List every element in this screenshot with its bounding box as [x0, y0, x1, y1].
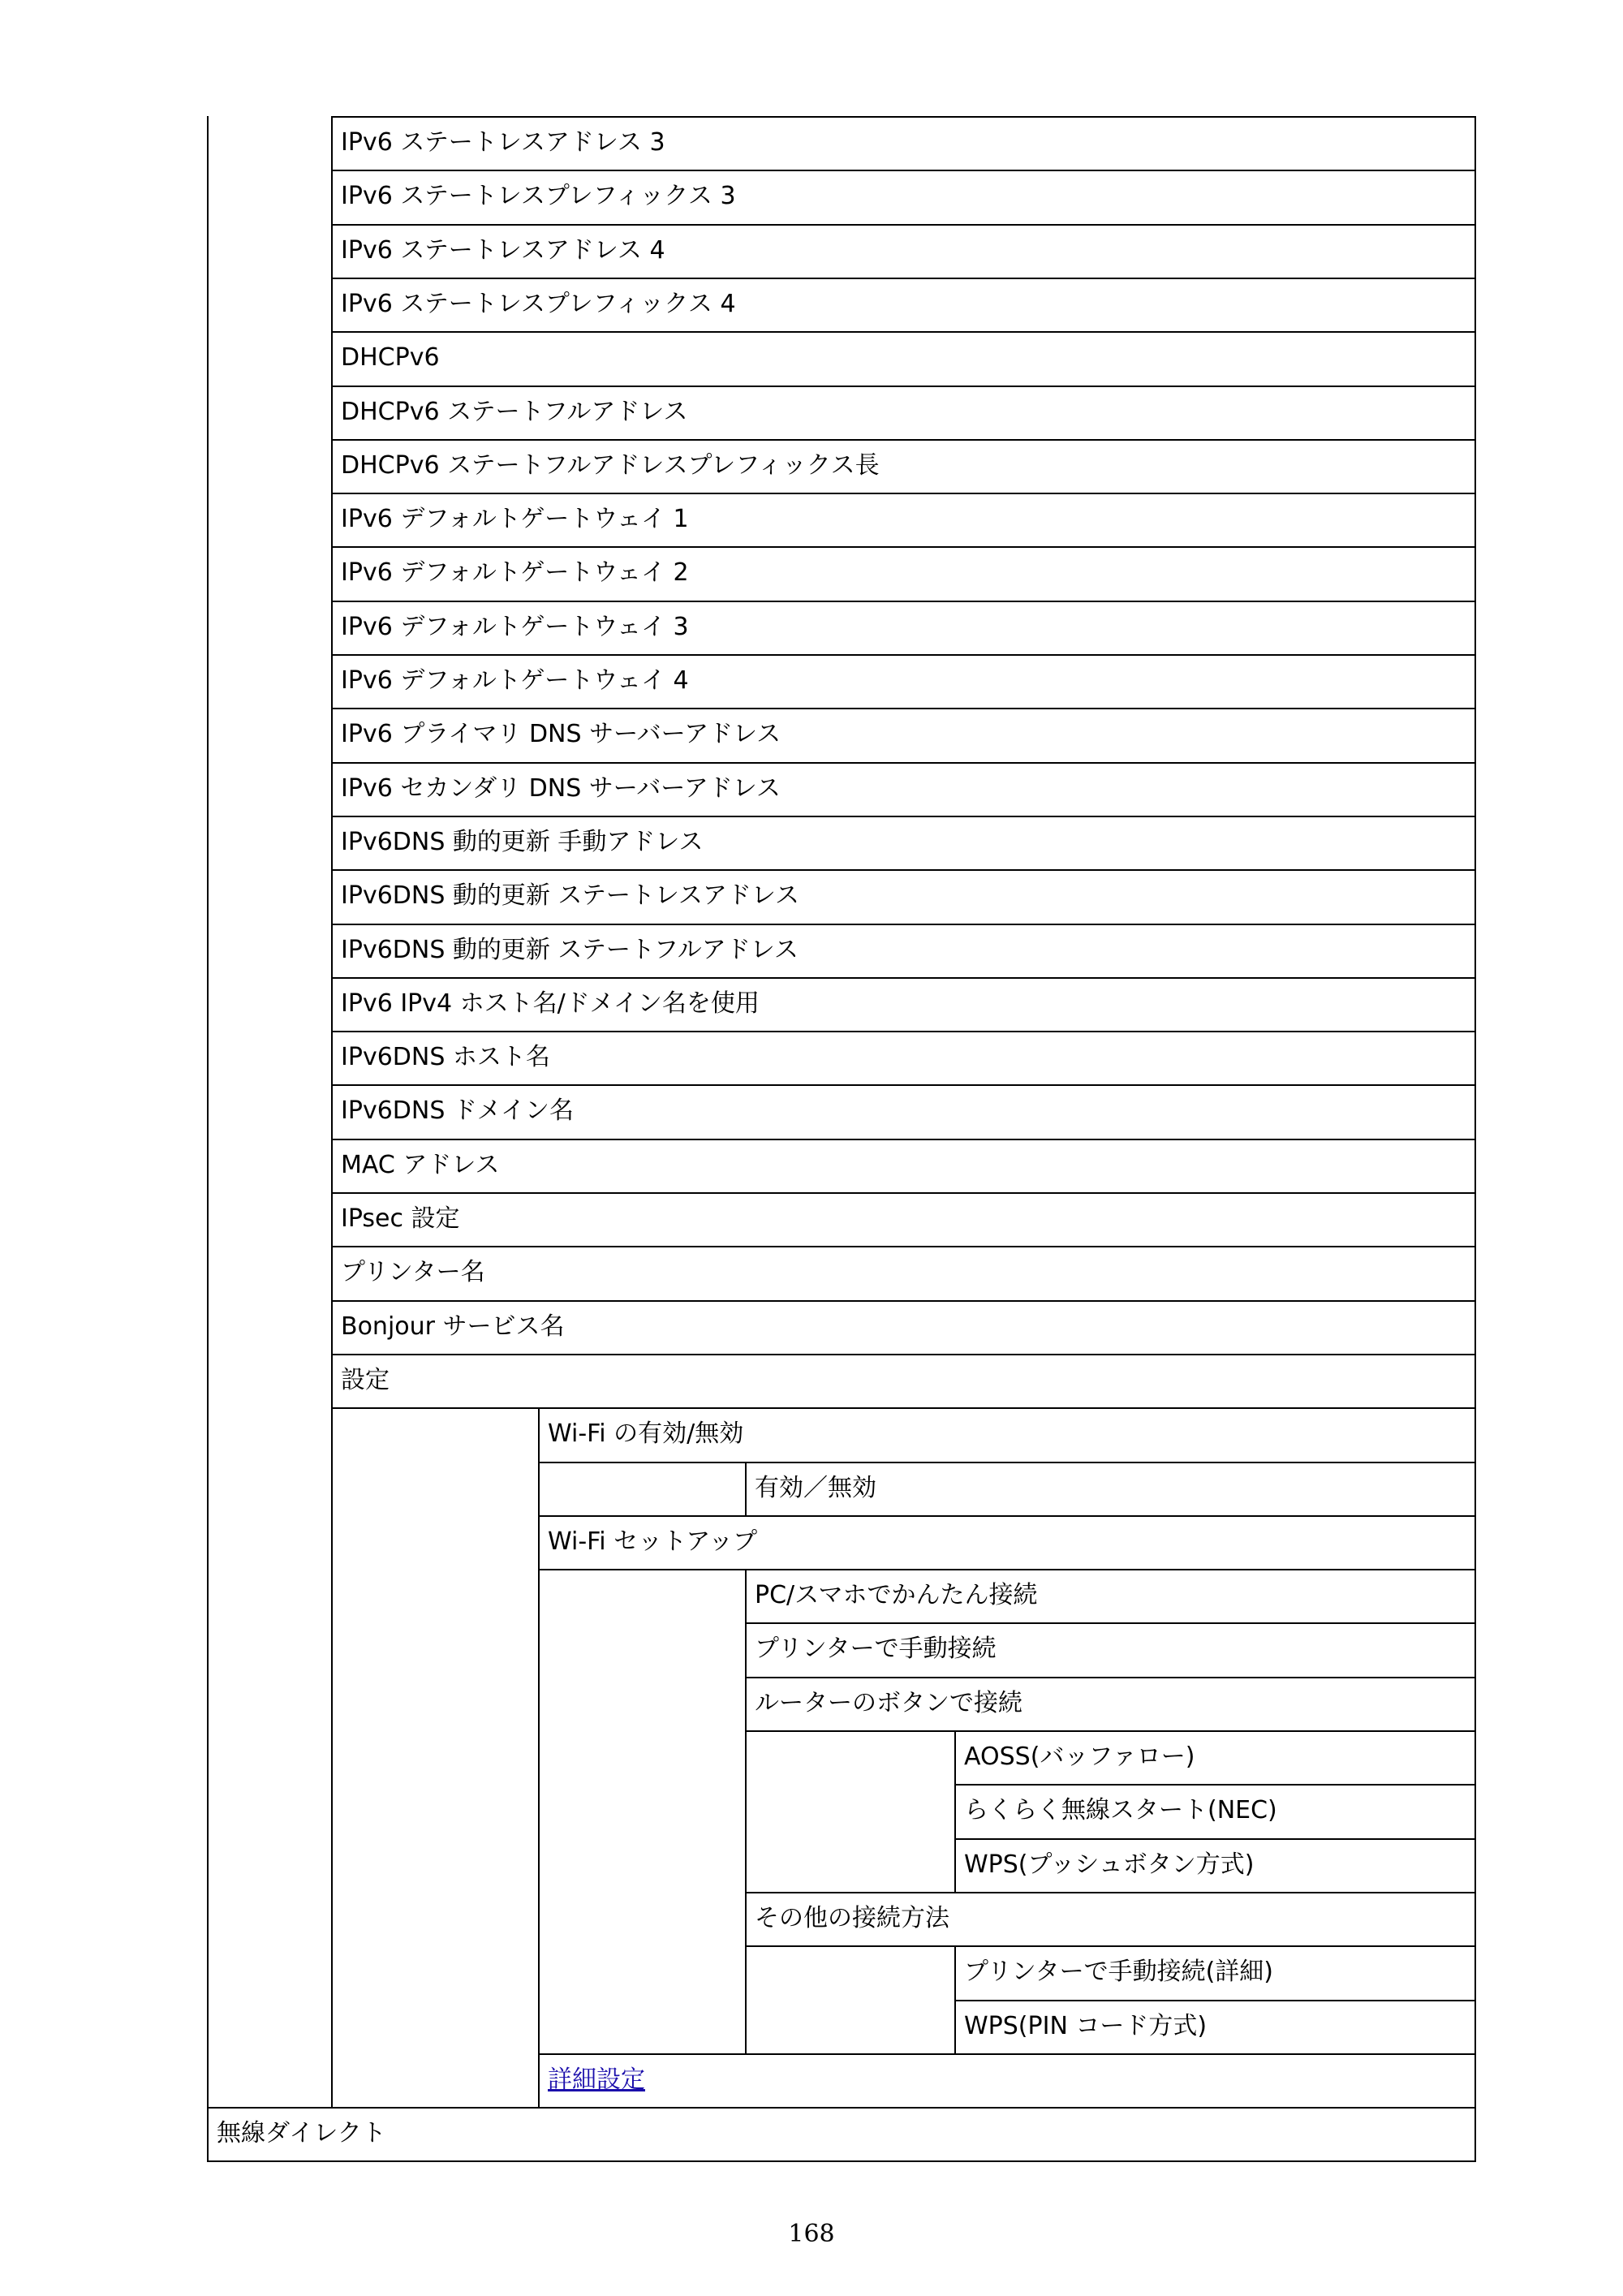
table-cell-text: MAC アドレス	[341, 1151, 500, 1179]
table-rule	[954, 1730, 956, 1786]
table-cell-text: Bonjour サービス名	[341, 1312, 565, 1341]
table-rule	[954, 1784, 956, 1840]
table-rule	[331, 116, 333, 171]
table-cell-text: AOSS(バッファロー)	[964, 1742, 1195, 1771]
table-rule	[331, 1354, 1474, 1355]
table-cell-text: DHCPv6	[341, 343, 440, 372]
table-rule	[331, 1246, 333, 1302]
table-cell-text: IPv6 ステートレスアドレス 4	[341, 236, 665, 265]
table-rule	[331, 278, 333, 333]
table-rule	[538, 1515, 540, 1570]
table-cell-text: WPS(プッシュボタン方式)	[964, 1850, 1255, 1879]
table-rule	[207, 2107, 1474, 2109]
table-cell-text: IPv6 ステートレスプレフィックス 3	[341, 182, 736, 210]
table-rule	[331, 1139, 333, 1194]
table-rule	[538, 1407, 540, 1463]
table-rule	[331, 331, 333, 387]
table-cell-text: IPv6 デフォルトゲートウェイ 3	[341, 613, 689, 641]
table-rule	[331, 816, 333, 871]
table-cell-text: プリンター名	[341, 1258, 485, 1286]
table-rule	[745, 1892, 747, 1947]
table-cell-text: WPS(PIN コード方式)	[964, 2012, 1208, 2040]
table-rule	[745, 1730, 747, 1893]
table-cell-text: IPv6 ステートレスプレフィックス 4	[341, 290, 736, 318]
table-cell-text: IPv6 IPv4 ホスト名/ドメイン名を使用	[341, 989, 760, 1018]
table-cell-text: IPv6DNS ホスト名	[341, 1043, 550, 1071]
table-rule	[331, 869, 333, 925]
table-cell-text: IPv6 プライマリ DNS サーバーアドレス	[341, 720, 781, 748]
table-cell-text: IPv6 デフォルトゲートウェイ 2	[341, 558, 689, 587]
table-cell-text: プリンターで手動接続	[755, 1635, 997, 1663]
table-cell-text: IPv6DNS ドメイン名	[341, 1096, 575, 1125]
table-cell-text: DHCPv6 ステートフルアドレス	[341, 398, 688, 426]
table-cell-text: Wi-Fi の有効/無効	[548, 1419, 744, 1448]
table-cell-text: IPv6 デフォルトゲートウェイ 1	[341, 505, 689, 533]
table-rule	[745, 1622, 747, 1678]
table-cell-text: IPv6 デフォルトゲートウェイ 4	[341, 666, 689, 695]
table-rule	[331, 170, 333, 226]
table-rule	[538, 2053, 1474, 2055]
table-rule	[745, 1462, 747, 1517]
table-rule	[331, 439, 333, 494]
table-rule	[331, 386, 333, 441]
table-rule	[538, 1462, 1474, 1463]
table-cell-text: 設定	[341, 1366, 390, 1394]
table-rule	[331, 708, 333, 764]
table-rule	[331, 1192, 1474, 1194]
table-rule	[331, 924, 333, 979]
table-rule	[331, 546, 333, 602]
table-cell-text: プリンターで手動接続(詳細)	[964, 1958, 1274, 1986]
table-rule	[538, 1462, 540, 1517]
page-number: 168	[788, 2220, 835, 2248]
table-cell-text: IPv6DNS 動的更新 ステートレスアドレス	[341, 881, 800, 910]
table-rule	[331, 762, 333, 817]
table-cell-text: IPsec 設定	[341, 1204, 460, 1233]
table-rule	[331, 1139, 1474, 1140]
table-rule	[538, 1569, 540, 2055]
table-rule	[745, 1945, 747, 2055]
table-cell-text: DHCPv6 ステートフルアドレスプレフィックス長	[341, 451, 880, 480]
table-cell-text: IPv6DNS 動的更新 手動アドレス	[341, 828, 704, 856]
table-rule	[331, 1192, 333, 1247]
table-rule	[745, 1677, 747, 1732]
table-cell-text: Wi-Fi セットアップ	[548, 1527, 758, 1556]
table-cell-text: ルーターのボタンで接続	[755, 1689, 1022, 1717]
table-rule	[331, 493, 333, 548]
table-cell-text: 無線ダイレクト	[217, 2119, 386, 2147]
table-rule	[331, 1354, 333, 1409]
table-rule	[538, 2053, 540, 2109]
table-cell-text: 有効／無効	[755, 1474, 876, 1502]
table-rule	[954, 2000, 956, 2055]
table-rule	[331, 1031, 333, 1086]
table-rule	[331, 1084, 333, 1140]
table-rule	[331, 601, 333, 656]
table-rule	[954, 1838, 956, 1893]
table-rule	[331, 1246, 1474, 1247]
table-rule	[331, 654, 333, 709]
table-rule	[745, 1569, 747, 1624]
table-cell-text: PC/スマホでかんたん接続	[755, 1581, 1038, 1609]
table-cell-text: らくらく無線スタート(NEC)	[964, 1796, 1277, 1824]
table-cell-text: IPv6DNS 動的更新 ステートフルアドレス	[341, 936, 799, 964]
table-rule	[331, 1300, 333, 1355]
table-rule	[207, 2160, 1474, 2162]
table-rule	[331, 977, 333, 1032]
table-cell-text: IPv6 ステートレスアドレス 3	[341, 128, 665, 157]
table-rule	[1474, 116, 1476, 2162]
table-rule	[207, 116, 209, 2162]
table-cell-text: IPv6 セカンダリ DNS サーバーアドレス	[341, 774, 781, 803]
menu-link-detailed-settings[interactable]: 詳細設定	[548, 2066, 645, 2094]
table-cell-text: その他の接続方法	[755, 1904, 949, 1932]
table-rule	[331, 1407, 1474, 1409]
table-rule	[331, 331, 1474, 333]
table-rule	[331, 1407, 333, 2109]
table-rule	[954, 1945, 956, 2001]
table-rule	[331, 224, 333, 279]
